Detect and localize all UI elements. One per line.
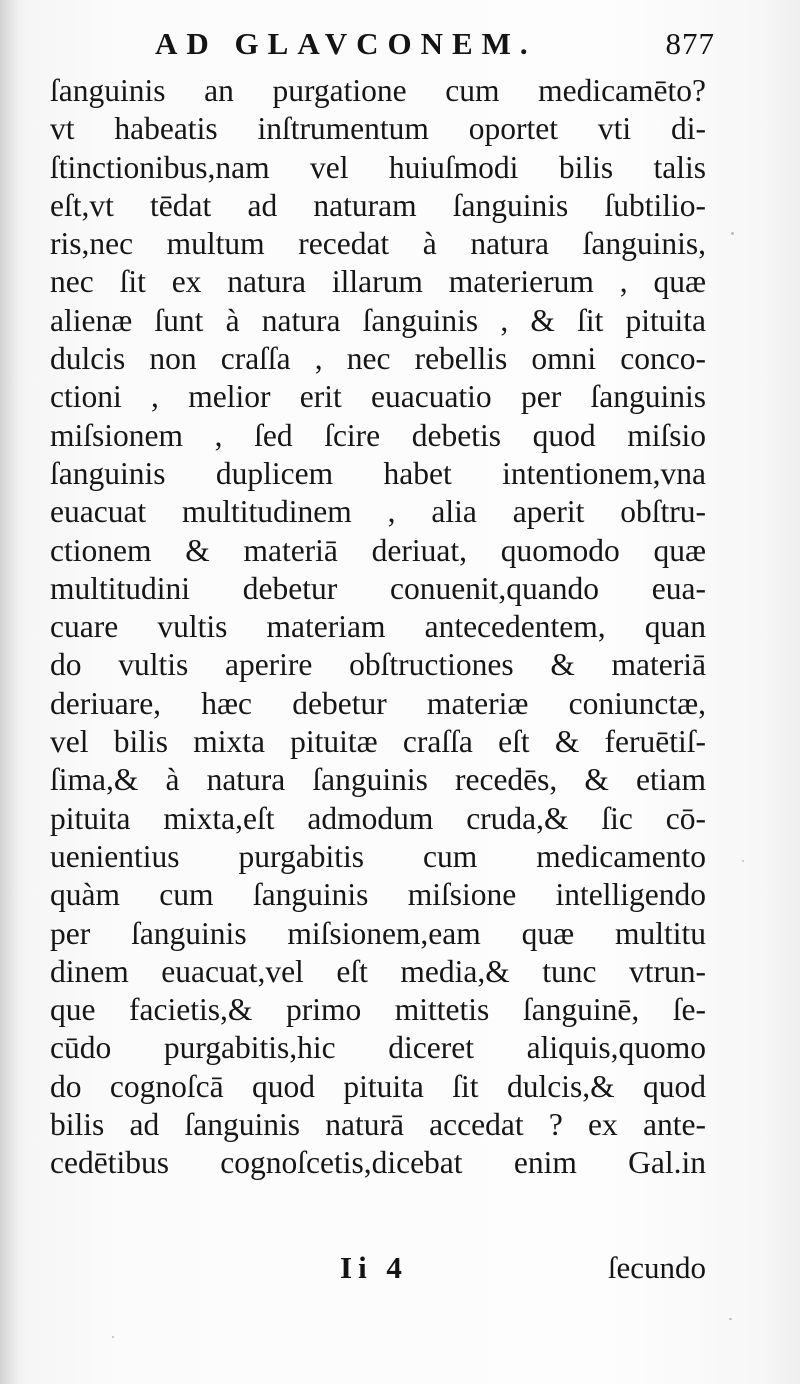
text-line: euacuat multitudinem , alia aperit obſtru- <box>50 494 706 530</box>
text-line: uenientius purgabitis cum medicamento <box>50 838 706 874</box>
page-gutter-shadow <box>0 0 18 1384</box>
text-line: dulcis non craſſa , nec rebellis omni conco- <box>50 341 706 377</box>
paper-speck <box>729 1318 732 1320</box>
text-line: do vultis aperire obſtructiones & materiā <box>50 647 706 683</box>
text-line: vt habeatis inſtrumentum oportet vti di- <box>50 111 706 147</box>
text-line: multitudini debetur conuenit,quando eua- <box>50 570 706 606</box>
text-line: ſima,& à natura ſanguinis recedēs, & etiam <box>50 762 706 798</box>
text-line: ſanguinis an purgatione cum medicamēto? <box>50 73 706 108</box>
text-line: vel bilis mixta pituitæ craſſa eſt & feruētiſ- <box>50 724 706 760</box>
text-line: deriuare, hæc debetur materiæ coniunctæ, <box>50 685 706 721</box>
body-text <box>50 72 706 1183</box>
text-line: cedētibus cognoſcetis,dicebat enim Gal.in <box>50 1145 706 1181</box>
signature-mark: Ii 4 <box>340 1250 408 1285</box>
text-line: ctioni , melior erit euacuatio per ſanguinis <box>50 379 706 415</box>
text-line: cūdo purgabitis,hic diceret aliquis,quomo <box>50 1030 706 1066</box>
catchword: ſecundo <box>607 1250 706 1285</box>
text-line: alienæ ſunt à natura ſanguinis , & ſit pituita <box>50 302 706 338</box>
page-footer <box>50 1250 706 1290</box>
text-line: eſt,vt tēdat ad naturam ſanguinis ſubtilio- <box>50 187 706 223</box>
running-head: AD GLAVCONEM. <box>155 26 537 61</box>
text-line: ris,nec multum recedat à natura ſanguinis, <box>50 226 706 262</box>
text-line: nec ſit ex natura illarum materierum , quæ <box>50 264 706 300</box>
page-header <box>155 26 715 68</box>
text-line: pituita mixta,eſt admodum cruda,& ſic cō- <box>50 800 706 836</box>
text-line: per ſanguinis miſsionem,eam quæ multitu <box>50 915 706 951</box>
text-line: ſtinctionibus,nam vel huiuſmodi bilis talis <box>50 149 706 185</box>
paper-speck <box>742 860 744 862</box>
text-line: quàm cum ſanguinis miſsione intelligendo <box>50 877 706 913</box>
page-number: 877 <box>665 26 715 61</box>
text-line: ctionem & materiā deriuat, quomodo quæ <box>50 532 706 568</box>
text-line: que facietis,& primo mittetis ſanguinē, ſe- <box>50 992 706 1028</box>
text-line: do cognoſcā quod pituita ſit dulcis,& quod <box>50 1068 706 1104</box>
text-line: bilis ad ſanguinis naturā accedat ? ex ante- <box>50 1107 706 1143</box>
text-line: miſsionem , ſed ſcire debetis quod miſsio <box>50 417 706 453</box>
text-line: dinem euacuat,vel eſt media,& tunc vtrun- <box>50 953 706 989</box>
paper-speck <box>731 232 734 235</box>
text-line: cuare vultis materiam antecedentem, quan <box>50 609 706 645</box>
text-line: ſanguinis duplicem habet intentionem,vna <box>50 455 706 491</box>
paper-speck <box>112 1336 114 1338</box>
